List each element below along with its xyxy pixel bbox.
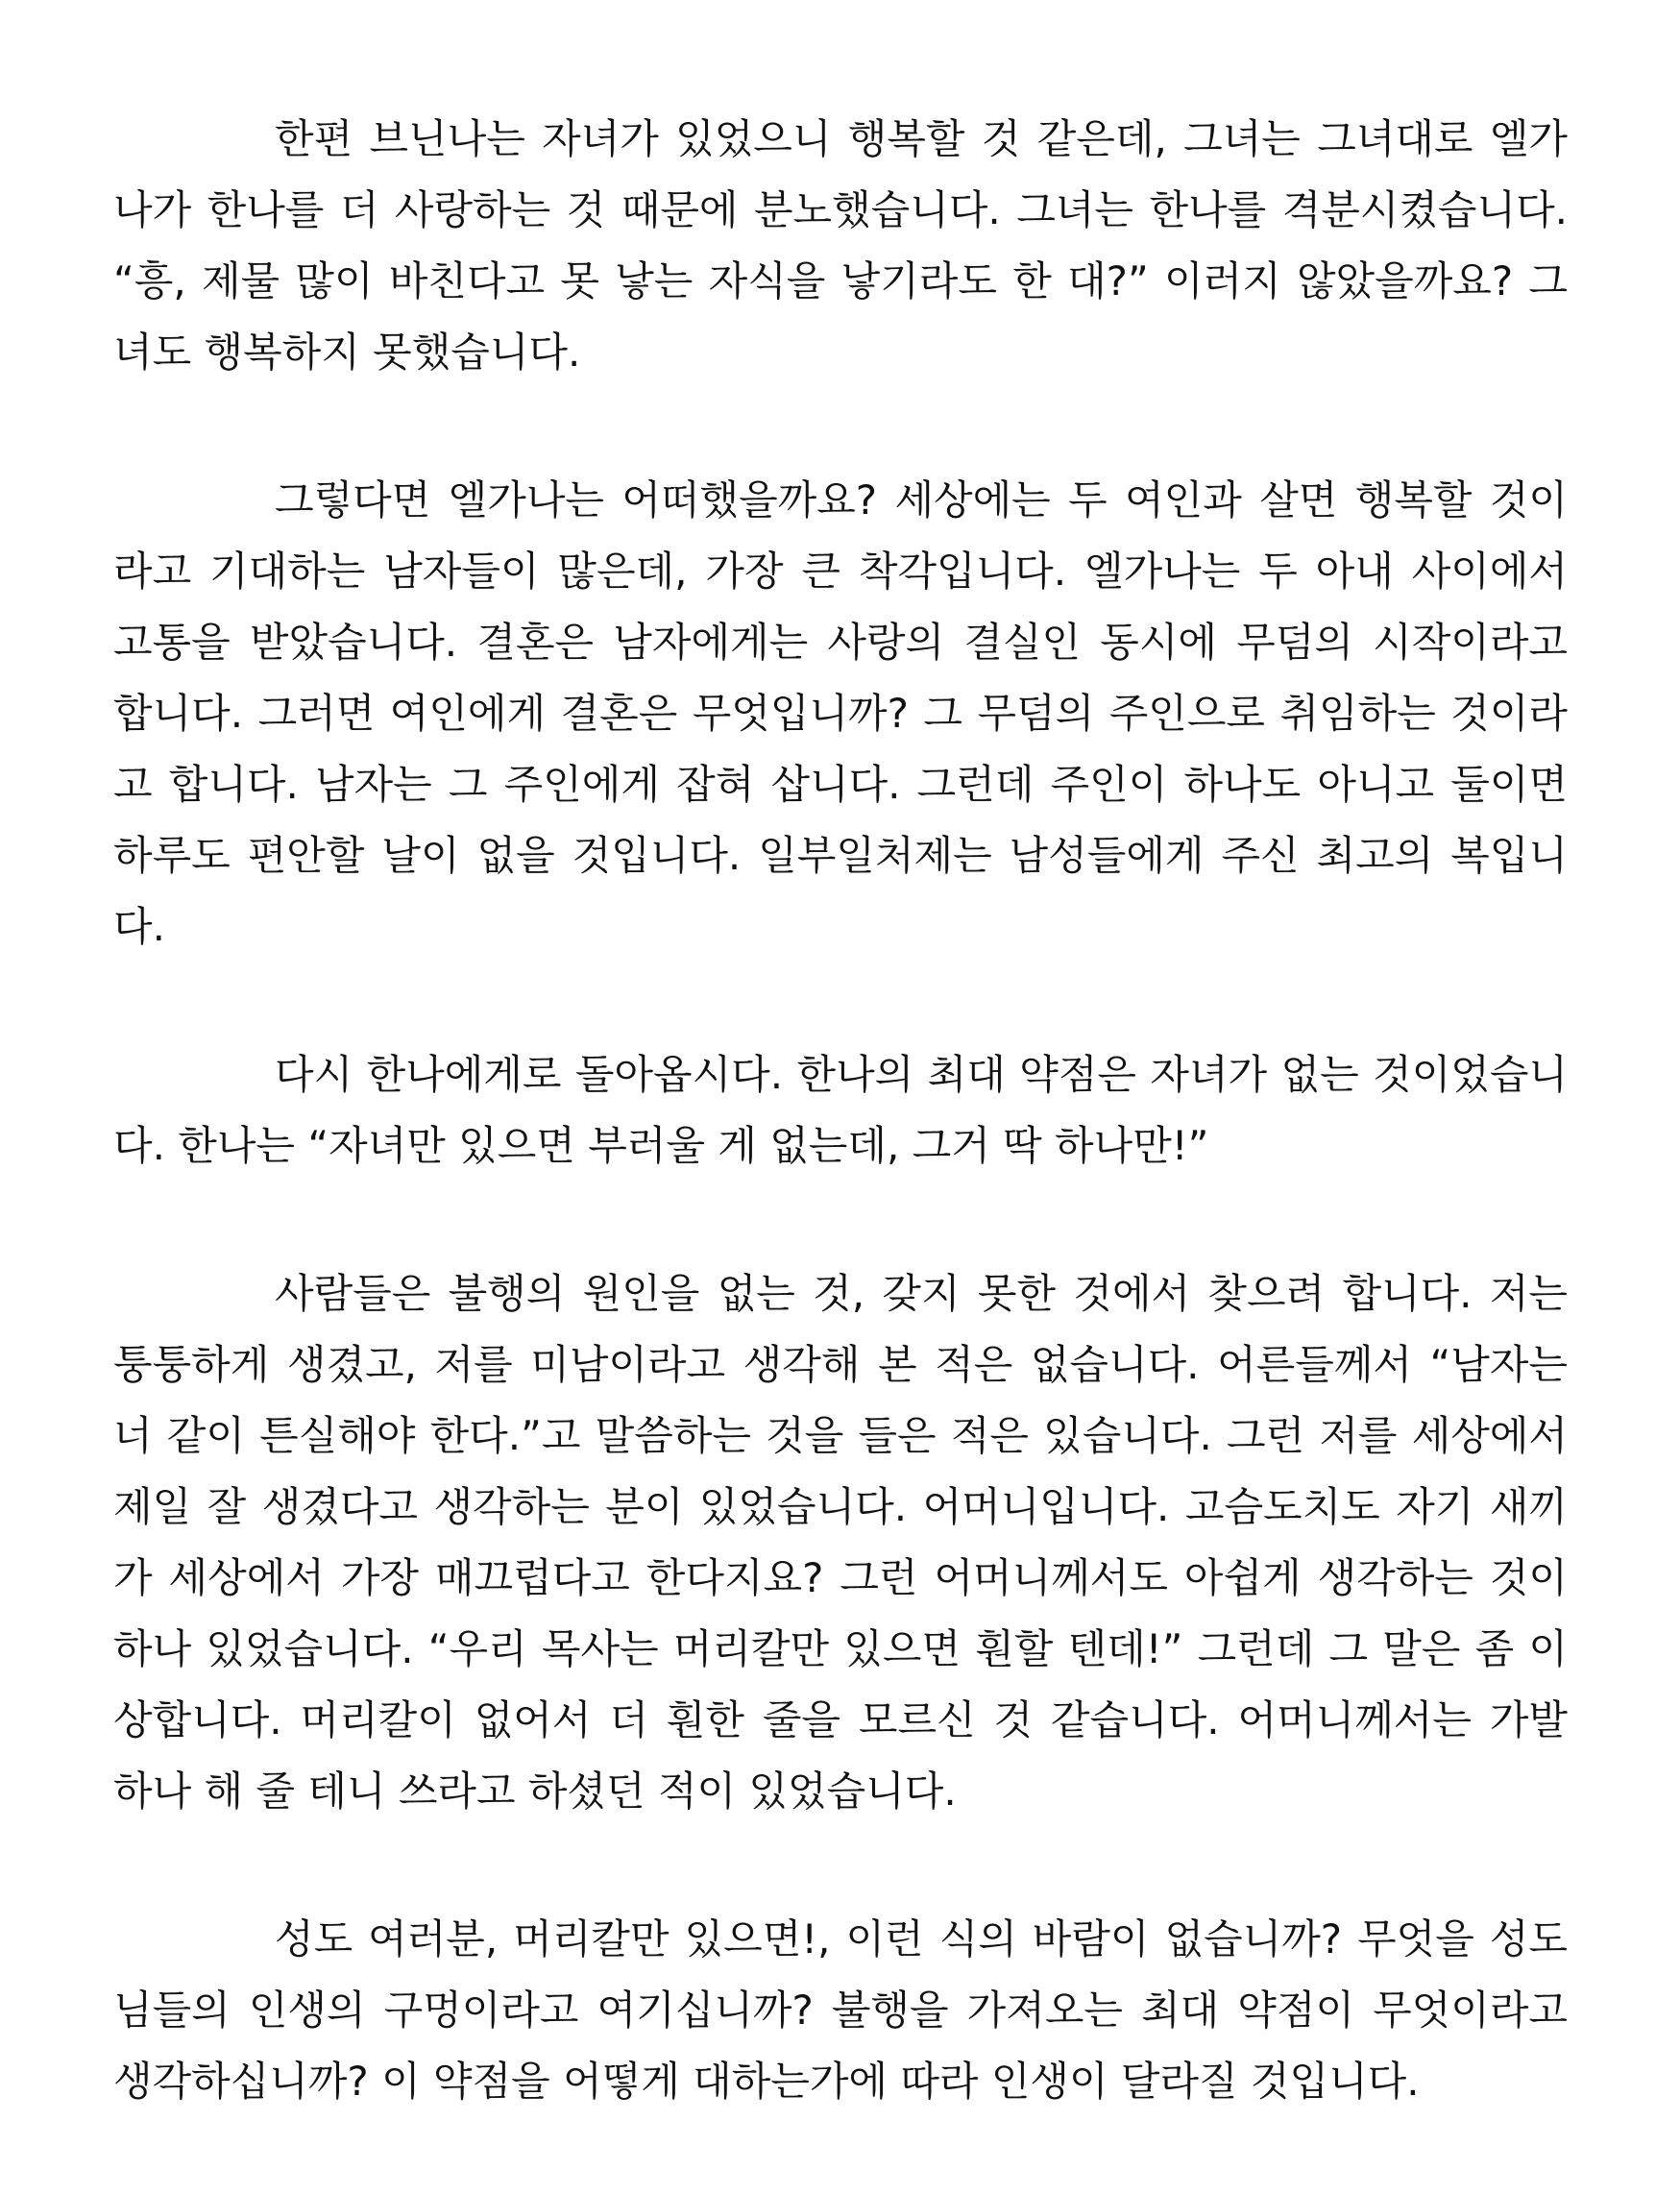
- text-line: 성도 여러분, 머리칼만 있으면!, 이런 식의 바람이 없습니까? 무엇을 성도: [275, 1915, 1568, 1962]
- text-line: 생각하십니까? 이 약점을 어떻게 대하는가에 따라 인생이 달라질 것입니다.: [113, 2058, 1420, 2105]
- text-line: 하루도 편안할 날이 없을 것입니다. 일부일처제는 남성들에게 주신 최고의 복입니: [113, 832, 1568, 879]
- text-line: 합니다. 그러면 여인에게 결혼은 무엇입니까? 그 무덤의 주인으로 취임하는 것이라: [113, 690, 1568, 737]
- paragraph-1: [113, 104, 1568, 388]
- text-line: 가 세상에서 가장 매끄럽다고 한다지요? 그런 어머니께서도 아쉽게 생각하는 것이: [113, 1554, 1568, 1601]
- text-line: 다시 한나에게로 돌아옵시다. 한나의 최대 약점은 자녀가 없는 것이었습니: [275, 1051, 1568, 1098]
- text-line: 퉁퉁하게 생겼고, 저를 미남이라고 생각해 본 적은 없습니다. 어른들께서 “남자는: [113, 1341, 1568, 1388]
- paragraph-4: [113, 1258, 1568, 1827]
- text-line: 고 합니다. 남자는 그 주인에게 잡혀 삽니다. 그런데 주인이 하나도 아니고 둘이면: [113, 761, 1568, 808]
- text-line: 너 같이 튼실해야 한다.”고 말씀하는 것을 들은 적은 있습니다. 그런 저를 세상에서: [113, 1412, 1568, 1459]
- text-line: 한편 브닌나는 자녀가 있었으니 행복할 것 같은데, 그녀는 그녀대로 엘가: [275, 115, 1568, 162]
- text-line: 고통을 받았습니다. 결혼은 남자에게는 사랑의 결실인 동시에 무덤의 시작이라고: [113, 619, 1568, 666]
- text-line: 녀도 행복하지 못했습니다.: [113, 329, 581, 376]
- paragraph-5: [113, 1904, 1568, 2117]
- text-line: “흥, 제물 많이 바친다고 못 낳는 자식을 낳기라도 한 대?” 이러지 않았을까요? 그: [113, 257, 1568, 305]
- paragraph-3: [113, 1039, 1568, 1182]
- paragraph-2: [113, 465, 1568, 963]
- text-line: 님들의 인생의 구멍이라고 여기십니까? 불행을 가져오는 최대 약점이 무엇이라고: [113, 1987, 1568, 2034]
- text-line: 다. 한나는 “자녀만 있으면 부러울 게 없는데, 그거 딱 하나만!”: [113, 1122, 1209, 1169]
- text-line: 그렇다면 엘가나는 어떠했을까요? 세상에는 두 여인과 살면 행복할 것이: [275, 476, 1568, 524]
- text-line: 사람들은 불행의 원인을 없는 것, 갖지 못한 것에서 찾으려 합니다. 저는: [275, 1270, 1568, 1317]
- text-line: 하나 해 줄 테니 쓰라고 하셨던 적이 있었습니다.: [113, 1767, 957, 1815]
- text-line: 라고 기대하는 남자들이 많은데, 가장 큰 착각입니다. 엘가나는 두 아내 사이에서: [113, 548, 1568, 595]
- text-line: 나가 한나를 더 사랑하는 것 때문에 분노했습니다. 그녀는 한나를 격분시켰습니다.: [113, 186, 1568, 233]
- document-page: [113, 104, 1568, 2194]
- text-line: 상합니다. 머리칼이 없어서 더 훤한 줄을 모르신 것 같습니다. 어머니께서는 가발: [113, 1696, 1568, 1743]
- text-line: 제일 잘 생겼다고 생각하는 분이 있었습니다. 어머니입니다. 고슴도치도 자기 새끼: [113, 1483, 1568, 1530]
- text-line: 다.: [113, 903, 165, 950]
- text-line: 하나 있었습니다. “우리 목사는 머리칼만 있으면 훤할 텐데!” 그런데 그 말은 좀 이: [113, 1625, 1568, 1672]
